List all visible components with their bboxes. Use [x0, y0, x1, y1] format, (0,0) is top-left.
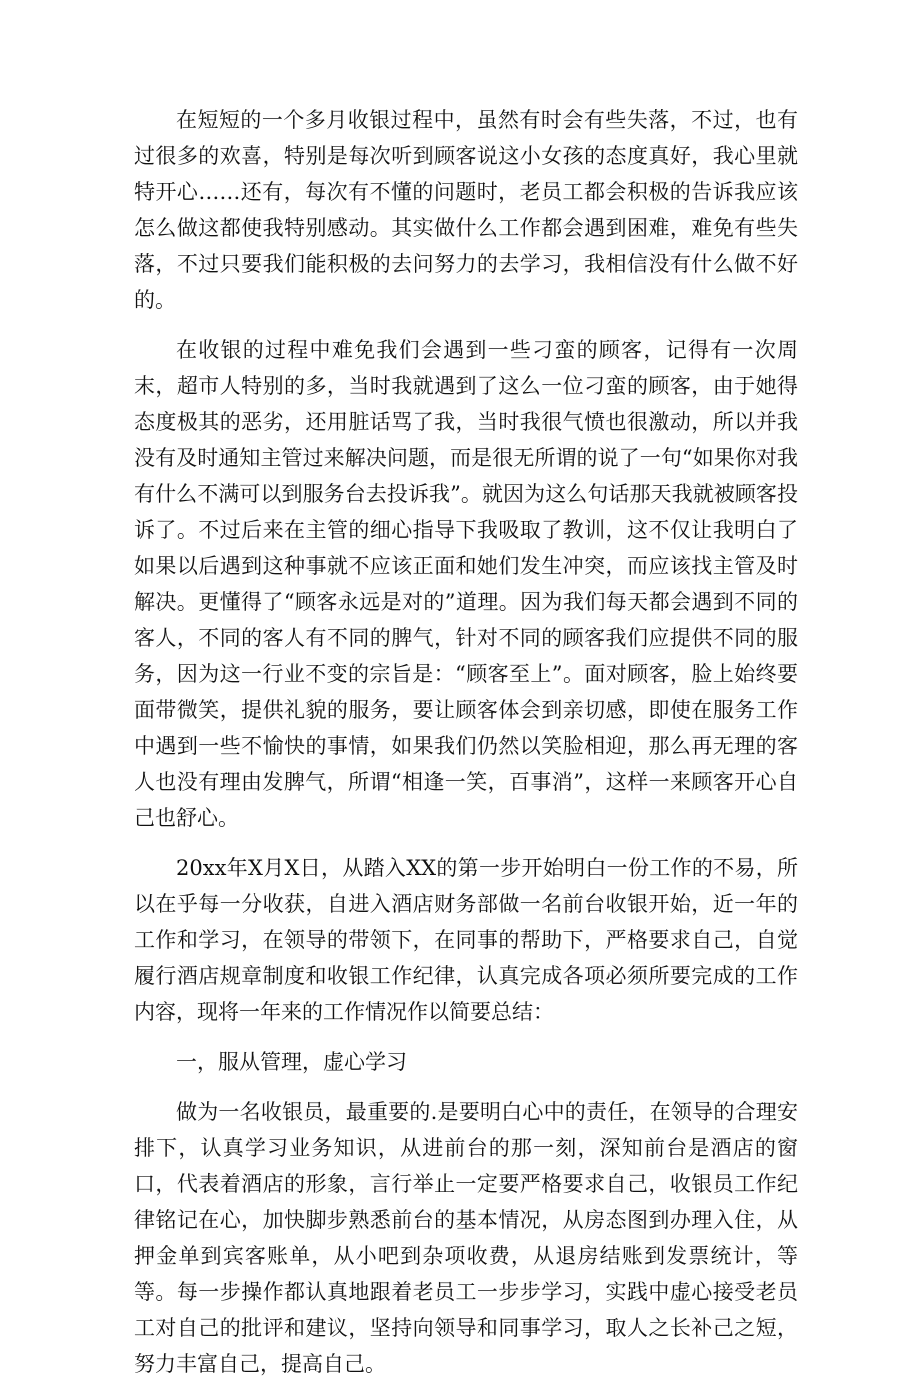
document-body — [134, 102, 798, 1398]
paragraph-2: 在收银的过程中难免我们会遇到一些刁蛮的顾客，记得有一次周末，超市人特别的多，当时我就遇到了这么一位刁蛮的顾客，由于她得态度极其的恶劣，还用脏话骂了我，当时我很气愤也很激动，所以并我没有及时通知主管过来解决问题，而是很无所谓的说了一句“如果你对我有什么不满可以到服务台去投诉我”。就因为这么句话那天我就被顾客投诉了。不过后来在主管的细心指导下我吸取了教训，这不仅让我明白了如果以后遇到这种事就不应该正面和她们发生冲突，而应该找主管及时解决。更懂得了“顾客永远是对的”道理。因为我们每天都会遇到不同的客人，不同的客人有不同的脾气，针对不同的顾客我们应提供不同的服务，因为这一行业不变的宗旨是：“顾客至上”。面对顾客，脸上始终要面带微笑，提供礼貌的服务，要让顾客体会到亲切感，即使在服务工作中遇到一些不愉快的事情，如果我们仍然以笑脸相迎，那么再无理的客人也没有理由发脾气，所谓“相逢一笑，百事消”，这样一来顾客开心自己也舒心。 — [134, 338, 798, 830]
paragraph-4: 做为一名收银员，最重要的.是要明白心中的责任，在领导的合理安排下，认真学习业务知识，从进前台的那一刻，深知前台是酒店的窗口，代表着酒店的形象，言行举止一定要严格要求自己，收银员工作纪律铭记在心，加快脚步熟悉前台的基本情况，从房态图到办理入住，从押金单到宾客账单，从小吧到杂项收费，从退房结账到发票统计，等等。每一步操作都认真地跟着老员工一步步学习，实践中虚心接受老员工对自己的批评和建议，坚持向领导和同事学习，取人之长补己之短，努力丰富自己，提高自己。 — [134, 1100, 798, 1376]
section-heading: 一，服从管理，虚心学习 — [176, 1050, 407, 1074]
paragraph-1: 在短短的一个多月收银过程中，虽然有时会有些失落，不过，也有过很多的欢喜，特别是每次听到顾客说这小女孩的态度真好，我心里就特开心……还有，每次有不懂的问题时，老员工都会积极的告诉我应该怎么做这都使我特别感动。其实做什么工作都会遇到困难，难免有些失落，不过只要我们能积极的去问努力的去学习，我相信没有什么做不好的。 — [134, 108, 798, 312]
paragraph-3: 20xx年X月X日，从踏入XX的第一步开始明白一份工作的不易，所以在乎每一分收获，自进入酒店财务部做一名前台收银开始，近一年的工作和学习，在领导的带领下，在同事的帮助下，严格要求自己，自觉履行酒店规章制度和收银工作纪律，认真完成各项必须所要完成的工作内容，现将一年来的工作情况作以简要总结： — [134, 856, 798, 1024]
